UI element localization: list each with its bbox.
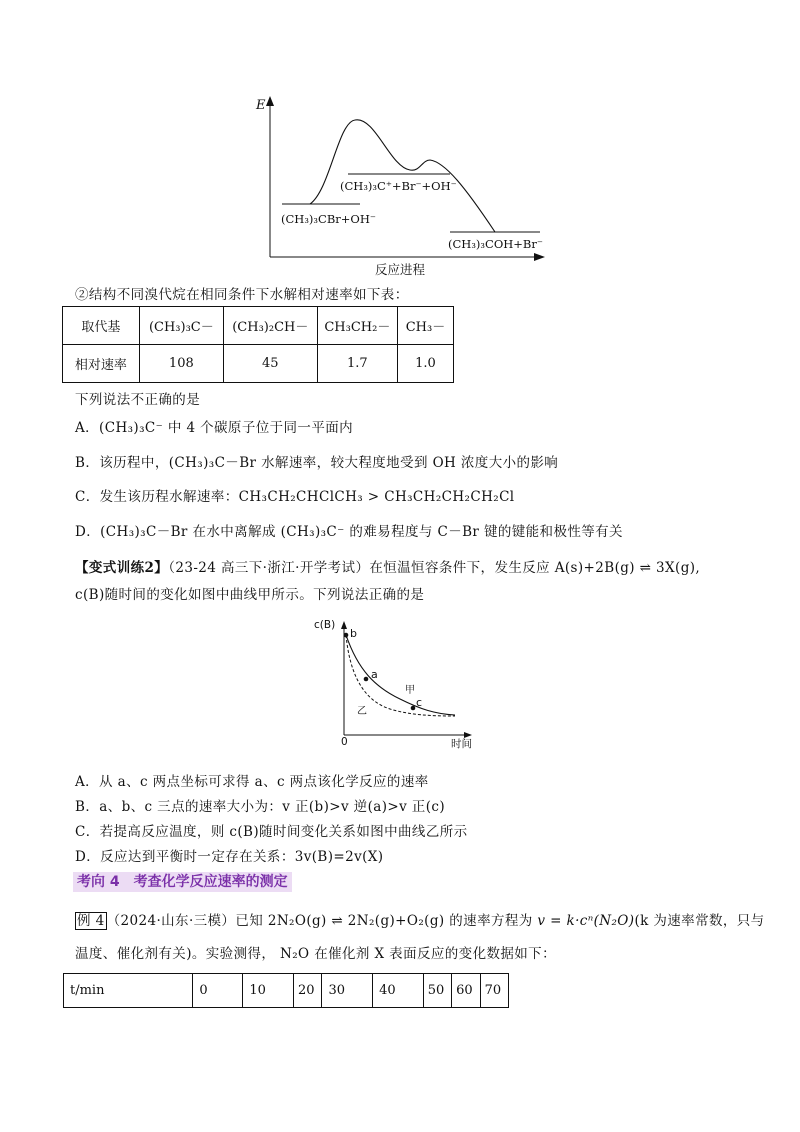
example4-source: （2024·山东·三模）已知 — [106, 913, 264, 929]
q2-label: 【变式训练2】 — [75, 560, 169, 576]
q2-option-c: C．若提高反应温度，则 c(B)随时间变化关系如图中曲线乙所示 — [75, 824, 468, 840]
example4-line2 — [75, 942, 556, 962]
label-b: b — [350, 627, 357, 640]
time-table-cell: 50 — [423, 974, 451, 1008]
time-table-cell: 70 — [480, 974, 508, 1008]
q2-line2: c(B)随时间的变化如图中曲线甲所示。下列说法正确的是 — [75, 587, 425, 603]
q1-option-b: B．该历程中，(CH₃)₃C－Br 水解速率，较大程度地受到 OH 浓度大小的影响 — [75, 455, 559, 471]
q2-line1 — [75, 556, 700, 576]
y-axis-arrow — [266, 96, 274, 106]
rate-table-header: (CH₃)₃C－ — [139, 307, 223, 345]
point-b — [344, 633, 349, 638]
q2-option-a: A．从 a、c 两点坐标可求得 a、c 两点该化学反应的速率 — [75, 774, 429, 790]
rate-table-cell: 108 — [139, 345, 223, 383]
product-label: (CH₃)₃COH+Br⁻ — [448, 237, 543, 251]
q1-stem: 下列说法不正确的是 — [75, 392, 201, 408]
point-a — [364, 677, 369, 682]
label-a: a — [371, 668, 378, 681]
reactant-label: (CH₃)₃CBr+OH⁻ — [281, 212, 376, 226]
rate-table-cell: 1.7 — [317, 345, 397, 383]
rate-table — [62, 306, 454, 383]
q1-option-c: C．发生该历程水解速率：CH₃CH₂CHClCH₃ > CH₃CH₂CH₂CH₂Cl — [75, 489, 515, 505]
q2-option-b: B．a、b、c 三点的速率大小为：v 正(b)>v 逆(a)>v 正(c) — [75, 799, 445, 815]
conc-x-label: 时间 — [451, 738, 472, 750]
energy-x-label: 反应进程 — [375, 262, 426, 277]
example4-text2: 温度、催化剂有关)。实验测得， — [75, 946, 276, 962]
q2-line1-text: （23-24 高三下·浙江·开学考试）在恒温恒容条件下，发生反应 A(s)+2B(g) ⇌ 3X(g), — [168, 560, 701, 576]
rate-table-header: CH₃－ — [397, 307, 453, 345]
rate-table-cell: 1.0 — [397, 345, 453, 383]
time-table-header: t/min — [64, 974, 193, 1008]
x-axis-arrow — [534, 253, 545, 261]
time-table-cell: 20 — [294, 974, 322, 1008]
conc-origin: 0 — [341, 736, 348, 748]
point-c — [411, 706, 416, 711]
example4-equation: 2N₂O(g) ⇌ 2N₂(g)+O₂(g) — [267, 913, 445, 929]
label-yi: 乙 — [357, 706, 367, 717]
time-table-cell: 60 — [452, 974, 480, 1008]
label-jia: 甲 — [405, 685, 415, 696]
example4-text: 的速率方程为 — [449, 913, 533, 929]
example4-rate-law: v = k·cⁿ(N₂O) — [537, 913, 635, 929]
rate-table-cell: 相对速率 — [63, 345, 140, 383]
conc-y-label: c(B) — [314, 619, 336, 631]
time-table-cell: 10 — [243, 974, 294, 1008]
energy-y-label: E — [256, 98, 266, 113]
rate-table-header: CH₃CH₂－ — [317, 307, 397, 345]
intermediate-label: (CH₃)₃C⁺+Br⁻+OH⁻ — [340, 179, 457, 193]
q1-option-a: A．(CH₃)₃C⁻ 中 4 个碳原子位于同一平面内 — [75, 420, 354, 436]
q1-option-d: D．(CH₃)₃C－Br 在水中离解成 (CH₃)₃C⁻ 的难易程度与 C－Br 键的键能和极性等有关 — [75, 524, 623, 540]
rate-table-header: (CH₃)₂CH－ — [223, 307, 317, 345]
intro-text: ②结构不同溴代烷在相同条件下水解相对速率如下表： — [75, 287, 409, 303]
rate-table-cell: 45 — [223, 345, 317, 383]
example4-species: N₂O — [279, 946, 310, 962]
example4-text3: 在催化剂 X 表面反应的变化数据如下： — [314, 946, 556, 962]
time-table — [63, 973, 509, 1008]
time-table-cell: 0 — [193, 974, 243, 1008]
example4-note: (k 为速率常数，只与 — [634, 913, 765, 929]
time-table-cell: 40 — [373, 974, 424, 1008]
example4-line1 — [75, 909, 765, 929]
example4-label: 例 4 — [77, 913, 105, 929]
label-c: c — [416, 696, 423, 709]
conc-y-arrow — [341, 621, 347, 629]
rate-table-header: 取代基 — [63, 307, 140, 345]
section-heading: 考向 4 考查化学反应速率的测定 — [73, 872, 292, 892]
q2-option-d: D．反应达到平衡时一定存在关系：3v(B)=2v(X) — [75, 849, 384, 865]
time-table-cell: 30 — [322, 974, 373, 1008]
